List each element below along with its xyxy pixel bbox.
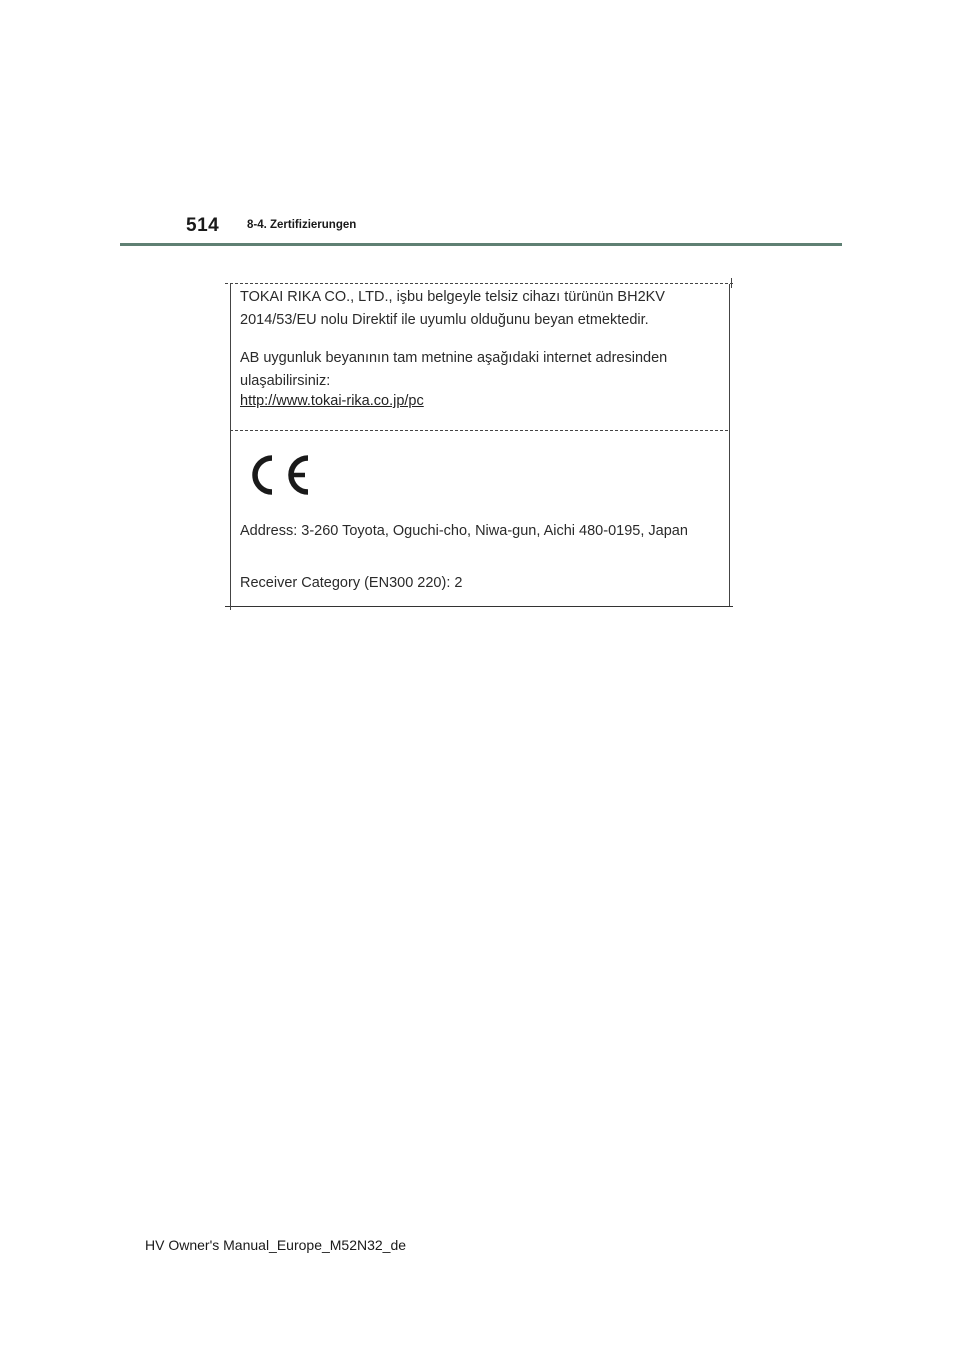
corner-tick	[731, 278, 732, 288]
ce-mark-c	[255, 458, 272, 492]
access-line-1: AB uygunluk beyanının tam metnine aşağıdaki internet adresinden	[240, 350, 668, 366]
certificate-bottom-border	[225, 606, 733, 607]
footer-manual-id: HV Owner's Manual_Europe_M52N32_de	[145, 1237, 407, 1253]
declaration-url-link[interactable]: http://www.tokai-rika.co.jp/pc	[240, 393, 424, 409]
corner-tick	[230, 600, 231, 610]
access-line-2: ulaşabilirsiniz:	[240, 373, 331, 389]
declaration-line-2: 2014/53/EU nolu Direktif ile uyumlu olduğunu beyan etmektedir.	[240, 312, 649, 328]
receiver-category: Receiver Category (EN300 220): 2	[240, 575, 463, 591]
manufacturer-address: Address: 3-260 Toyota, Oguchi-cho, Niwa-gun, Aichi 480-0195, Japan	[240, 523, 688, 539]
section-title: 8-4. Zertifizierungen	[247, 219, 357, 231]
header-rule	[120, 243, 842, 246]
declaration-line-1: TOKAI RIKA CO., LTD., işbu belgeyle telsiz cihazı türünün BH2KV	[240, 289, 665, 305]
certificate-box	[230, 284, 730, 606]
certificate-divider	[230, 430, 728, 431]
certificate-top-border	[225, 283, 733, 284]
ce-mark-icon	[248, 452, 314, 498]
page-number: 514	[186, 215, 220, 236]
